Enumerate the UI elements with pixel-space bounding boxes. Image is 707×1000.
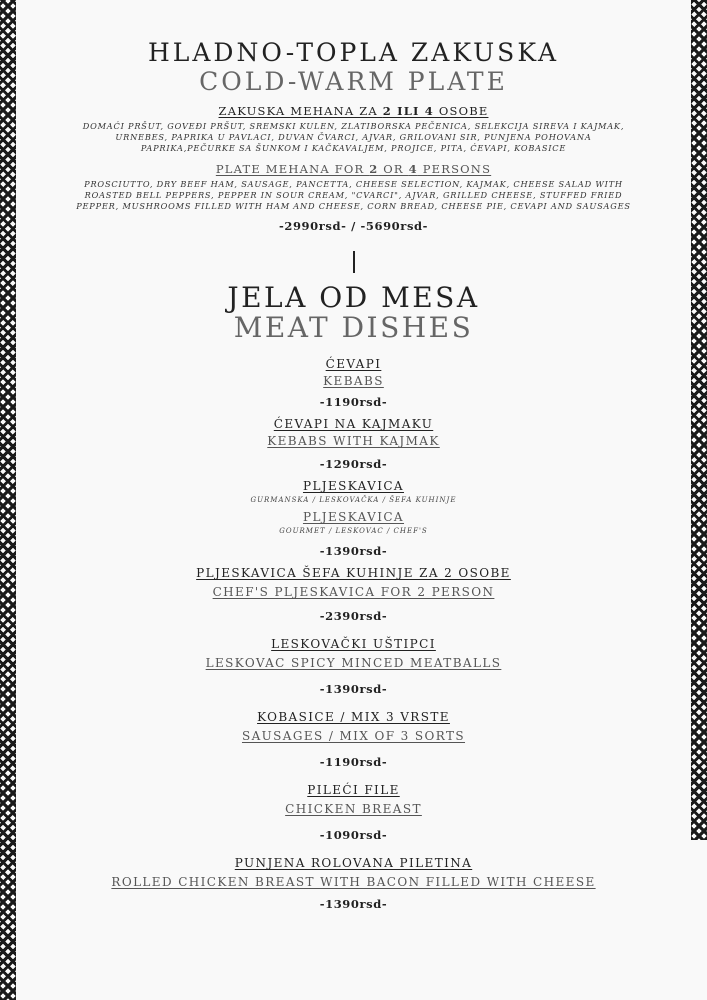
dish-options-sr: GURMANSKA / LESKOVAČKA / ŠEFA KUHINJE	[250, 496, 457, 504]
dish-price: -1390rsd-	[319, 544, 388, 558]
dish-options-en: GOURMET / LESKOVAC / CHEF'S	[279, 527, 428, 535]
dish-name-sr: PLJESKAVICA ŠEFA KUHINJE ZA 2 OSOBE	[196, 566, 511, 580]
cold-warm-title-en: COLD-WARM PLATE	[199, 67, 508, 96]
dish-cevapi	[30, 357, 677, 409]
cold-warm-title-sr: HLADNO-TOPLA ZAKUSKA	[147, 38, 560, 67]
dish-price: -1090rsd-	[319, 828, 388, 842]
dish-name-sr: KOBASICE / MIX 3 VRSTE	[257, 710, 450, 724]
dish-price: -1190rsd-	[319, 755, 388, 769]
dish-name-sr: PUNJENA ROLOVANA PILETINA	[234, 856, 473, 870]
decorative-border-left	[0, 0, 16, 1000]
dish-pileci-file	[30, 783, 677, 842]
dish-cevapi-kajmak	[30, 417, 677, 471]
dish-price: -1390rsd-	[319, 682, 388, 696]
cold-warm-description-en: PROSCIUTTO, DRY BEEF HAM, SAUSAGE, PANCETTA, CHEESE SELECTION, KAJMAK, CHEESE SALAD WITH ROASTED BELL PEPPERS, PEPPER IN SOUR CREAM, "CVARCI", AJVAR, GRILLED CHEESE, STUFFED FRIED PEPPER, MUSHROOMS FILLED WITH HAM AND CHEESE, CORN BREAD, CHEESE PIE, CEVAPI AND SAUSAGES	[76, 179, 631, 211]
cold-warm-price: -2990rsd- / -5690rsd-	[278, 219, 429, 233]
dish-rolovana-piletina	[30, 856, 677, 911]
cold-warm-subtitle-sr: ZAKUSKA MEHANA ZA 2 ILI 4 OSOBE	[218, 104, 489, 118]
dish-name-sr: PILEĆI FILE	[307, 783, 400, 797]
dish-price: -2390rsd-	[319, 609, 388, 623]
dish-leskovacki-ustipci	[30, 637, 677, 696]
dish-name-en: ROLLED CHICKEN BREAST WITH BACON FILLED WITH CHEESE	[111, 875, 596, 889]
dish-name-en: KEBABS WITH KAJMAK	[267, 434, 440, 448]
dish-name-en: LESKOVAC SPICY MINCED MEATBALLS	[205, 656, 502, 670]
dish-name-en: PLJESKAVICA	[302, 510, 405, 524]
dish-price: -1390rsd-	[319, 897, 388, 911]
dish-name-en: CHICKEN BREAST	[285, 802, 422, 816]
dish-name-sr: ĆEVAPI NA KAJMAKU	[273, 417, 434, 431]
dish-price: -1190rsd-	[319, 395, 388, 409]
cold-warm-subtitle-en: PLATE MEHANA FOR 2 OR 4 PERSONS	[215, 162, 492, 176]
dish-name-en: SAUSAGES / MIX OF 3 SORTS	[241, 729, 466, 743]
dish-chefs-pljeskavica	[30, 566, 677, 623]
dish-price: -1290rsd-	[319, 457, 388, 471]
meat-title-en: MEAT DISHES	[233, 311, 474, 344]
dish-kobasice	[30, 710, 677, 769]
dish-name-en: KEBABS	[323, 374, 384, 388]
dish-name-en: CHEF'S PLJESKAVICA FOR 2 PERSON	[212, 585, 495, 599]
menu-page	[30, 0, 677, 911]
dish-name-sr: LESKOVAČKI UŠTIPCI	[271, 637, 436, 651]
dish-name-sr: ĆEVAPI	[325, 357, 382, 371]
decorative-border-right	[691, 0, 707, 840]
dish-pljeskavica	[30, 479, 677, 558]
meat-title-sr: JELA OD MESA	[227, 281, 480, 314]
meat-dish-list	[30, 357, 677, 911]
dish-name-sr: PLJESKAVICA	[302, 479, 405, 493]
section-divider	[353, 251, 355, 273]
cold-warm-description-sr: DOMAĆI PRŠUT, GOVEĐI PRŠUT, SREMSKI KULEN, ZLATIBORSKA PEČENICA, SELEKCIJA SIREVA I KAJMAK, URNEBES, PAPRIKA U PAVLACI, DUVAN ČVARCI, AJVAR, GRILOVANI SIR, PUNJENA POHOVANA PAPRIKA,PEČURKE SA ŠUNKOM I KAČKAVALJEM, PROJICE, PITA, ĆEVAPI, KOBASICE	[82, 121, 625, 153]
